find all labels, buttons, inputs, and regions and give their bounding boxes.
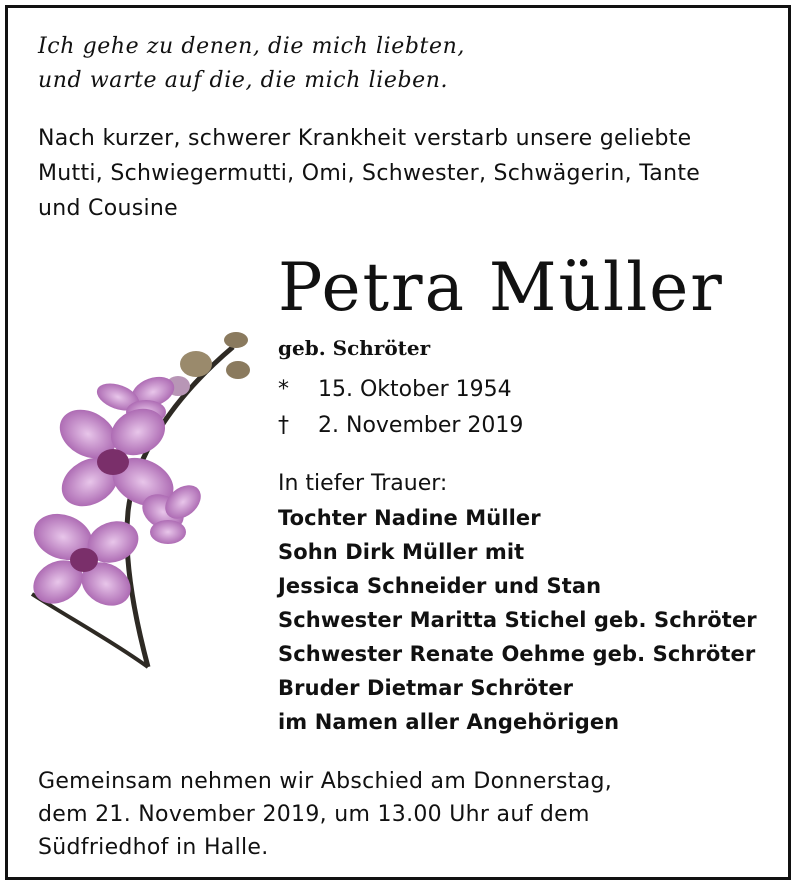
- death-cross-icon: †: [278, 413, 289, 438]
- mourner-line: Sohn Dirk Müller mit: [278, 540, 525, 564]
- birth-star-icon: *: [278, 377, 289, 402]
- opening-quote: [38, 30, 465, 98]
- mourner-line: Tochter Nadine Müller: [278, 506, 541, 530]
- birth-row: [278, 372, 523, 408]
- service-line-1: Gemeinsam nehmen wir Abschied am Donnerstag,: [38, 769, 613, 794]
- mourner-line: Jessica Schneider und Stan: [278, 574, 602, 598]
- intro-text: [38, 121, 778, 226]
- life-dates: [278, 372, 523, 444]
- service-line-2: dem 21. November 2019, um 13.00 Uhr auf dem: [38, 802, 590, 827]
- birth-date: 15. Oktober 1954: [318, 377, 512, 402]
- mourners-block: [278, 467, 757, 739]
- intro-line-3: und Cousine: [38, 196, 178, 221]
- mourner-line: Bruder Dietmar Schröter: [278, 676, 574, 700]
- mourner-line: Schwester Renate Oehme geb. Schröter: [278, 642, 756, 666]
- orchid-bud: [224, 332, 248, 348]
- orchid-bud: [180, 351, 212, 377]
- quote-line-2: und warte auf die, die mich lieben.: [38, 68, 449, 93]
- mourner-line: Schwester Maritta Stichel geb. Schröter: [278, 608, 757, 632]
- intro-line-1: Nach kurzer, schwerer Krankheit verstarb unsere geliebte: [38, 126, 692, 151]
- maiden-name: geb. Schröter: [278, 336, 431, 360]
- death-date: 2. November 2019: [318, 413, 524, 438]
- deceased-name: Petra Müller: [278, 249, 724, 326]
- orchid-stem-branch: [32, 594, 148, 667]
- mourner-line: im Namen aller Angehörigen: [278, 710, 620, 734]
- orchid-icon: [18, 322, 258, 682]
- orchid-bud: [226, 361, 250, 379]
- service-line-3: Südfriedhof in Halle.: [38, 835, 269, 860]
- death-row: [278, 408, 523, 444]
- funeral-service-text: [38, 765, 778, 864]
- mourners-label: In tiefer Trauer:: [278, 471, 448, 496]
- quote-line-1: Ich gehe zu denen, die mich liebten,: [38, 34, 465, 59]
- intro-line-2: Mutti, Schwiegermutti, Omi, Schwester, Schwägerin, Tante: [38, 161, 701, 186]
